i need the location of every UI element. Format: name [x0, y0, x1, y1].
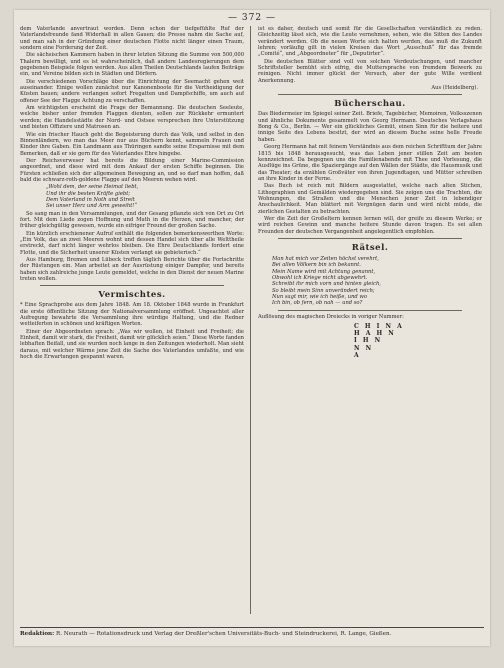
left-column [20, 26, 244, 614]
section-divider [40, 285, 224, 286]
miscellany-paragraph: Einer der Abgeordneten sprach: „Was wir wollen, ist Einheit und Freiheit; die Einheit, damit wir stark, die Freiheit, damit wir glücklich seien.“ Diese Worte fanden lebhaften Beifall, und sie wurden noch lange in den Zeitungen wiederholt. Man sieht daraus, mit welcher Wärme jene Zeit die Sache des Vaterlandes umfaßte, und wie hoch die Erwartungen gespannt waren. [20, 328, 244, 361]
triangle-row: H A H N [354, 330, 396, 338]
paragraph: Die sächsischen Kammern haben in ihrer letzten Sitzung die Summe von 500,000 Thalern bewilligt, und es ist wahrscheinlich, daß andere Landesregierungen dem gegebenen Beispiele folgen werden. Aus allen Theilen Deutschlands laufen Beiträge ein, und Vereine bilden sich in Städten und Dörfern. [20, 52, 244, 78]
right-column [258, 26, 482, 614]
miscellany-paragraph: * Eine Sprachprobe aus dem Jahre 1848. Am 18. Oktober 1848 wurde in Frankfurt die erste öffentliche Sitzung der Nationalversammlung eröffnet. Ungeachtet aller Aufregung bewahrte die Versammlung ihre würdige Haltung, und die Redner wetteiferten in schönen und kräftigen Worten. [20, 302, 244, 328]
review-paragraph: Das Biedermeier im Spiegel seiner Zeit. Briefe, Tagebücher, Memoiren, Volksszenen und ähnliche Dokumente gesammelt von Georg Hermann. Deutsches Verlagshaus Bong & Co., Berlin. — Wer ein glückliches Gemüt, einen Sinn für die heitere und innige Seite des Lebens besitzt, der wird an diesem Buche seine helle Freude haben. [258, 111, 482, 143]
section-divider [278, 238, 462, 239]
riddle-line: Bei allen Völkern bin ich bekannt. [272, 262, 361, 269]
quoted-verse [46, 184, 244, 209]
paragraph: Der Reichsverweser hat bereits die Bildung einer Marine-Commission angeordnet, und diese wird mit dem Ankauf der ersten Schiffe beginnen. Die Fürsten schließen sich der allgemeinen Bewegung an, und so darf man hoffen, daß bald die schwarz-roth-goldene Flagge auf den Meeren wehen wird. [20, 157, 244, 183]
review-paragraph: Das Buch ist reich mit Bildern ausgestattet, welche nach alten Stichen, Lithographien und Gemälden wiedergegeben sind. Sie zeigen uns die Trachten, die Wohnungen, die Straßen und die Menschen jener Zeit in lebendiger Anschaulichkeit. Man blättert mit Vergnügen darin und wird nicht müde, die zierlichen Gestalten zu betrachten. [258, 183, 482, 215]
riddle-line: Nun sagt mir, wie ich heiße, und wo [272, 294, 367, 301]
triangle-row: N N [354, 344, 374, 352]
section-title-miscellany: Vermischtes. [98, 290, 166, 301]
section-title-book-review: Bücherschau. [334, 99, 406, 110]
riddle-solution-label: Auflösung des magischen Dreiecks in voriger Nummer: [258, 313, 404, 320]
paragraph: Ein kürzlich erschienener Aufruf enthält die folgenden bemerkenswerthen Worte: „Ein Volk, das an zwei Meeren wohnt und dessen Handel sich über alle Welttheile erstreckt, darf nicht länger wehrlos bleiben. Die Ehre Deutschlands fordert eine Flotte, und die Sicherheit unserer Küsten verlangt sie gebieterisch.“ [20, 230, 244, 256]
riddle-line: Obwohl ich Kriege nicht abgewehrt. [272, 275, 368, 281]
riddle-line: Schreibt ihr mich vorn und hinten gleich, [272, 281, 381, 288]
paragraph: So sang man in den Versammlungen, und der Gesang pflanzte sich von Ort zu Ort fort. Mit dem Liede zogen Hoffnung und Muth in die Herzen, und mancher, der früher gleichgültig gewesen, wurde ein eifriger Freund der großen Sache. [20, 210, 244, 230]
review-paragraph: Georg Hermann hat mit feinem Verständnis aus dem reichen Schrifttum der Jahre 1815 bis 1848 herausgesucht, was das Leben jener stillen Zeit am besten kennzeichnet. Da begegnen uns die Familienabende mit Thee und Vorlesung, die Ausflüge ins Grüne, die Spaziergänge auf den Wällen der Städte, die Hausmusik und das Theater; da erzählen Großväter von ihren Jugendtagen, und Mütter schreiben an ihre Kinder in der Ferne. [258, 144, 482, 182]
riddle-line: Man hat mich vor Zeiten höchst verehrt, [272, 255, 379, 262]
riddle-line: Mein Name wird mit Achtung genannt, [272, 268, 376, 275]
paragraph: Wie ein frischer Hauch geht die Begeisterung durch das Volk, und selbst in den Binnenländern, wo man das Meer nur aus Büchern kennt, sammeln Frauen und Kinder ihre Gaben. Ein Landmann aus Thüringen sandte seine Ersparnisse mit dem Bemerken, daß er sie gern für des Vaterlandes Ehre hingebe. [20, 131, 244, 157]
paragraph: ist es daher, deutsch und somit für die Gesellschaften verständlich zu reden. Gleichzeitig lässt sich, wie die Leute vernehmen, sehen, wie die Sitten des Landes verändert werden. Ob die neuen Worte sich halten werden, das muß die Zukunft lehren; vorläufig gilt in vielen Kreisen das Wort „Ausschuß“ für das fremde „Comité“, und „Abgeordneter“ für „Deputirter“. [258, 26, 482, 58]
paragraph: Die verschiedenen Vorschläge über die Einrichtung der Seemacht gehen weit auseinander. Einige wollen zunächst nur Kanonenboote für die Vertheidigung der Küsten bauen; andere verlangen sofort Fregatten und Dampfschiffe, um auch auf offener See der Flagge Achtung zu verschaffen. [20, 78, 244, 104]
page-number: — 372 — [228, 13, 276, 23]
section-title-riddle: Rätsel. [351, 242, 389, 253]
section-divider [278, 94, 462, 95]
newspaper-page [14, 10, 490, 646]
footer-text: R. Neurath — Rotationsdruck und Verlag der Dreßler'schen Universitäts-Buch- und Steindruckerei, R. Lange, Gießen. [55, 631, 392, 637]
paragraph: Aus Hamburg, Bremen und Lübeck treffen täglich Berichte über die Fortschritte der Rüstungen ein. Man arbeitet an der Ausrüstung einiger Dampfer, und bereits haben sich zahlreiche junge Leute gemeldet, welche in den Dienst der neuen Marine treten wollen. [20, 257, 244, 283]
verse-line: Dem Vaterland in Noth und Streit [46, 196, 135, 203]
review-paragraph: Wer die Zeit der Großeltern kennen lernen will, der greife zu diesem Werke; er wird reichen Gewinn und manche heitere Stunde davon tragen. Es sei allen Freunden der deutschen Vergangenheit angelegentlich empfohlen. [258, 215, 482, 235]
section-divider [278, 310, 462, 311]
author-signature: Aus (Heidelberg). [431, 85, 478, 92]
verse-line: Sei unser Herz und Arm geweiht!“ [46, 203, 138, 210]
riddle-line: Ich bin, ob fern, ob nah — und so? [272, 300, 363, 307]
footer-label: Redaktion: [20, 631, 55, 637]
column-divider [250, 26, 251, 614]
verse-line: „Wohl dem, der seine Heimat liebt, [46, 184, 139, 191]
triangle-row: I H N [354, 337, 383, 345]
riddle-poem [272, 256, 482, 307]
triangle-row: A [354, 351, 361, 359]
paragraph: dem Vaterlande anvertraut worden. Denn schon der tiefgefühlte Ruf der Vaterlandsfreunde fand Widerhall in allen Gauen; die Presse nahm die Sache auf, und man sah in der Gründung einer deutschen Flotte nicht länger einen Traum, sondern eine Forderung der Zeit. [20, 26, 244, 52]
verse-line: Und ihr die besten Kräfte giebt; [46, 190, 131, 197]
riddle-solution-triangle [354, 323, 482, 359]
imprint-footer [20, 627, 484, 638]
triangle-row: C H I N A [354, 323, 404, 331]
paragraph: Am wichtigsten erscheint die Frage der Bemannung. Die deutschen Seeleute, welche bisher unter fremden Flaggen dienten, sollen zur Rückkehr ermuntert werden; die Handelsstädte der Nord- und Ostsee versprechen ihre Unterstützung und bieten Offiziere und Matrosen an. [20, 105, 244, 131]
riddle-line: So bleibt mein Sinn unverändert reich; [272, 287, 375, 294]
paragraph: Die deutschen Blätter sind voll von solchen Verdeutschungen, und mancher Schriftsteller bemüht sich eifrig, die Muttersprache von fremdem Beiwerk zu reinigen. Nicht immer glückt der Versuch, aber der gute Wille verdient Anerkennung. [258, 58, 482, 84]
